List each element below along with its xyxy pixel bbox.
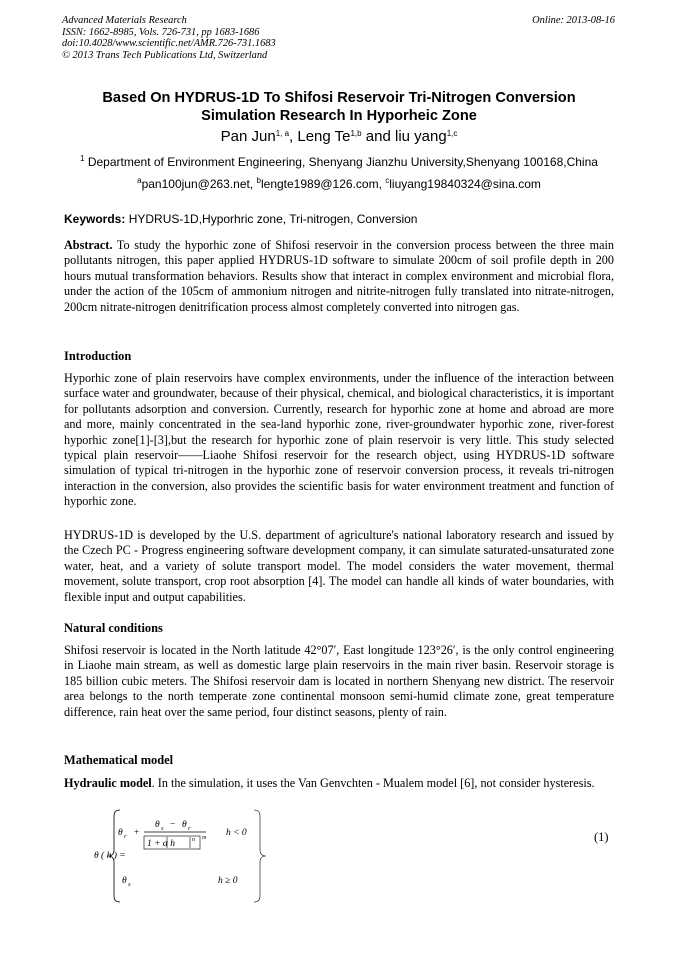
abstract [64,238,614,315]
journal-name: Advanced Materials Research [62,15,187,26]
journal-header [62,15,276,61]
author-affil-mark: 1,c [446,129,458,138]
affiliation-text: Department of Environment Engineering, Shenyang Jianzhu University,Shenyang 100168,China [84,155,598,169]
equation-1 [94,806,624,906]
title-line-2: Simulation Research In Hyporheic Zone [201,108,477,124]
abstract-label: Abstract. [64,238,113,252]
equation-denominator: 1 + α h [147,839,176,849]
section-heading-mathematical-model: Mathematical model [64,753,174,767]
paper-title [40,89,638,125]
equation-subscript: r [124,833,127,840]
equation-lhs: θ ( h ) = [94,851,126,861]
keywords-text: HYDRUS-1D,Hyporhric zone, Tri-nitrogen, Conversion [125,212,418,226]
hydraulic-model-label: Hydraulic model [64,776,152,790]
equation-theta: θ [118,828,123,838]
equation-condition-2: h ≥ 0 [218,876,238,886]
equation-plus: + [134,828,140,838]
email-mark: a [137,176,142,185]
equation-theta: θ [182,820,187,830]
equation-theta: θ [155,820,160,830]
author-list [40,128,638,146]
email-address: pan100jun@263.net, [141,177,257,191]
doi-line: doi:10.4028/www.scientific.net/AMR.726-731.1683 [62,38,276,50]
equation-condition-1: h < 0 [226,828,247,838]
author-affil-mark: 1, a [275,129,290,138]
author-name: liu yang [394,128,447,145]
author-separator: and [361,128,395,145]
abstract-text: To study the hyporhic zone of Shifosi reservoir in the conversion process between the three main pollutants nitrogen, this paper applied HYDRUS-1D software to simulate 200cm of soil profile depth in 200 hours mutual transformation behaviors. Results show that interact in complex environment and microbial flora, under the action of the 105cm of ammonium nitrogen and nitrite-nitrogen fully translated into nitrate-nitrogen, 200cm nitrate-nitrogen denitrification process almost completely converted into nitrogen gas. [64,238,614,314]
hydraulic-model-text: . In the simulation, it uses the Van Genvchten - Mualem model [6], not consider hysteresis. [151,776,595,790]
copyright-line: © 2013 Trans Tech Publications Ltd, Switzerland [62,49,268,61]
title-line-1: Based On HYDRUS-1D To Shifosi Reservoir Tri-Nitrogen Conversion [102,90,576,106]
hydraulic-model-paragraph [64,776,614,791]
equation-subscript: r [188,825,191,832]
keywords-label: Keywords: [64,212,126,226]
right-brace [254,810,266,902]
equation-exponent: n [192,837,195,843]
affiliation [20,155,658,170]
natural-conditions-paragraph: Shifosi reservoir is located in the North latitude 42°07′, East longitude 123°26′, is the only control engineering in Liaohe main stream, as well as domestic large plain reservoirs in the main river basin. Reservoir storage is 185 billion cubic meters. The Shifosi reservoir dam is located in northern Shenyang new district. The reservoir area belongs to the north temperate zone continental monsoon semi-humid climate zone, great temperature difference, rain heat over the same period, four distinct seasons, plenty of rain. [64,643,614,719]
author-affil-mark: 1,b [350,129,362,138]
author-separator: , [289,128,298,145]
equation-minus: − [170,820,176,830]
equation-subscript: s [161,825,164,832]
introduction-paragraph-1: Hyporhic zone of plain reservoirs have complex environments, under the influence of the interaction between surface water and groundwater, because of their physical, chemical, and biological characteristics, it is important for pollutants adsorption and conversion. Currently, research for hyporhic zone at home and abroad are more and more, mainly concentrated in the sea-land hyporhic zone, river-groundwater hyporhic zone, river-forest hyporhic zone[1]-[3],but the research for hyporhic zone of plain reservoir is very little. This study selected typical plain reservoir——Liaohe Shifosi reservoir for the research object, using HYDRUS-1D software simulation of typical tri-nitrogen in the hyporhic zone of reservoir conversion process, it reveals tri-nitrogen interaction in the conversion, also provides the scientific basis for water environment treatment and function of hyporhic zone. [64,371,614,509]
author-name: Pan Jun [220,128,276,145]
equation-subscript: s [128,881,131,888]
equation-number: (1) [594,830,609,844]
section-heading-natural-conditions: Natural conditions [64,621,163,635]
email-address: lengte1989@126.com, [260,177,386,191]
author-emails [40,177,638,192]
email-mark: b [256,176,261,185]
equation-theta: θ [122,876,127,886]
introduction-paragraph-2: HYDRUS-1D is developed by the U.S. department of agriculture's national laboratory research and issued by the Czech PC - Progress engineering software development company, it can simulate saturated-unsaturated zone water, heat, and a variety of solute transport model. The model considers the water movement, thermal movement, solute transport, crop root absorption [4]. The model can handle all kinds of water boundaries, with flexible input and output capabilities. [64,528,614,604]
section-heading-introduction: Introduction [64,349,132,363]
keywords [64,212,624,227]
online-date: Online: 2013-08-16 [532,15,615,26]
author-name: Leng Te [297,128,351,145]
affiliation-mark: 1 [80,154,85,163]
issn-line: ISSN: 1662-8985, Vols. 726-731, pp 1683-1686 [62,26,260,38]
email-mark: c [385,176,390,185]
equation-exponent: m [202,835,207,841]
email-address: liuyang19840324@sina.com [389,177,541,191]
